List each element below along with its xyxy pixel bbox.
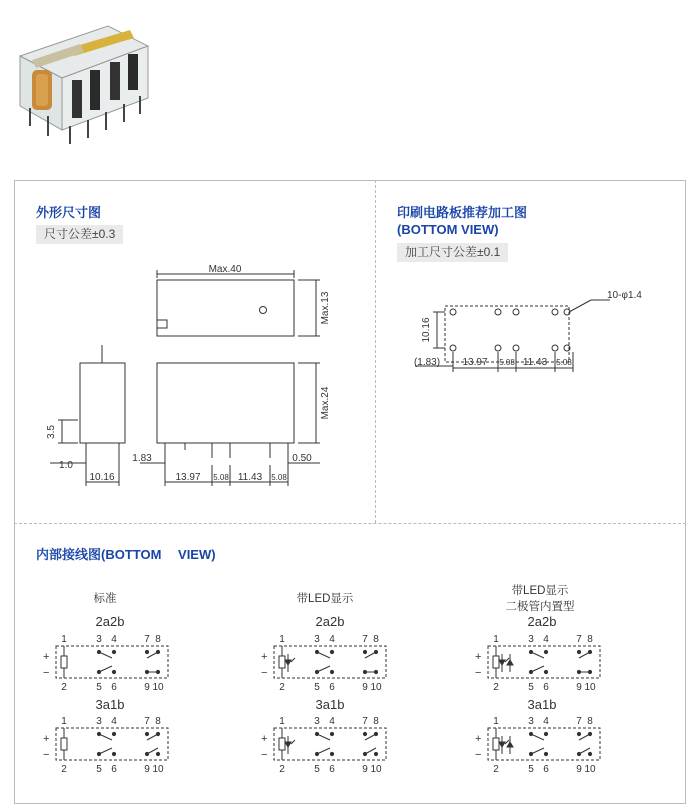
pin-label-top: 1 [61, 716, 67, 727]
pin-label-bottom: 2 [493, 682, 499, 693]
schematic-3a1b-standard [40, 714, 180, 776]
pin-label-bottom: 9 [144, 682, 150, 693]
code-3a1b-diode: 3a1b [527, 697, 557, 712]
pin-label-bottom: 2 [493, 764, 499, 775]
pin-label-top: 4 [543, 716, 549, 727]
pcb-drawing [395, 282, 655, 382]
horizontal-divider [14, 523, 686, 524]
pin-label-top: 4 [111, 716, 117, 727]
pcb-dim-11-43: 11.43 [522, 357, 548, 368]
pin-label-top: 8 [155, 716, 161, 727]
pin-label-bottom: 9 [576, 682, 582, 693]
pin-label-bottom: 6 [543, 764, 549, 775]
pin-label-bottom: 10 [370, 764, 382, 775]
pin-label-top: 3 [314, 634, 320, 645]
pin-label-bottom: 9 [576, 764, 582, 775]
pin-label-top: 8 [587, 634, 593, 645]
schematic-2a2b-diode [472, 632, 612, 694]
pin-label-top: 7 [144, 634, 150, 645]
dim-10-16-side: 10.16 [89, 472, 115, 483]
dim-1-0: 1.0 [59, 460, 73, 471]
relay-photo [10, 8, 160, 148]
pin-label-bottom: 2 [279, 764, 285, 775]
pin-label-top: 8 [373, 716, 379, 727]
schematic-3a1b-led [258, 714, 398, 776]
pin-label-top: 1 [61, 634, 67, 645]
code-3a1b-led: 3a1b [315, 697, 345, 712]
pin-label-bottom: 10 [370, 682, 382, 693]
pin-label-bottom: 5 [314, 764, 320, 775]
pcb-layout-subtitle: (BOTTOM VIEW) [397, 222, 499, 237]
pin-label-bottom: 5 [528, 682, 534, 693]
led-diode-label-line1: 带LED显示 [511, 585, 569, 597]
plus-sign: + [475, 651, 482, 663]
minus-sign: − [261, 749, 268, 761]
dim-max40: Max.40 [208, 264, 242, 275]
pin-label-bottom: 6 [111, 682, 117, 693]
tolerance-badge: 尺寸公差±0.3 [36, 225, 123, 244]
pcb-dim-10-16: 10.16 [421, 317, 432, 343]
plus-sign: + [43, 733, 50, 745]
dim-hole-count: 10-φ1.4 [607, 290, 642, 301]
plus-sign: + [261, 651, 268, 663]
pin-label-bottom: 10 [152, 764, 164, 775]
schematic-3a1b-diode [472, 714, 612, 776]
pin-label-bottom: 10 [584, 682, 596, 693]
pin-label-top: 7 [144, 716, 150, 727]
pcb-tolerance-badge: 加工尺寸公差±0.1 [397, 243, 508, 262]
pin-label-top: 3 [314, 716, 320, 727]
outline-drawing [30, 260, 370, 500]
led-label: 带LED显示 [296, 593, 354, 605]
dim-11-43: 11.43 [237, 472, 263, 483]
pin-label-bottom: 6 [111, 764, 117, 775]
pin-label-bottom: 2 [61, 682, 67, 693]
pin-label-bottom: 10 [152, 682, 164, 693]
pin-label-bottom: 9 [362, 682, 368, 693]
pcb-dim-1-83: (1.83) [413, 357, 441, 368]
standard-label: 标准 [93, 593, 117, 605]
pin-label-bottom: 6 [329, 682, 335, 693]
pcb-dim-13-97: 13.97 [462, 357, 488, 368]
dim-5-08-a: 5.08 [213, 473, 229, 482]
plus-sign: + [475, 733, 482, 745]
pin-label-top: 7 [362, 716, 368, 727]
pin-label-top: 1 [279, 634, 285, 645]
outline-dimensions-title: 外形尺寸图 [36, 205, 102, 220]
pin-label-top: 4 [543, 634, 549, 645]
pin-label-top: 3 [96, 716, 102, 727]
pcb-dim-5-08-b: 5.08 [556, 358, 572, 367]
pin-label-top: 8 [155, 634, 161, 645]
dim-1-83: 1.83 [132, 453, 152, 464]
code-2a2b-std: 2a2b [95, 614, 125, 629]
plus-sign: + [43, 651, 50, 663]
dim-0-50: 0.50 [292, 453, 312, 464]
dim-13-97: 13.97 [175, 472, 201, 483]
minus-sign: − [261, 667, 268, 679]
schematic-2a2b-led [258, 632, 398, 694]
plus-sign: + [261, 733, 268, 745]
pin-label-top: 7 [362, 634, 368, 645]
vertical-divider [375, 180, 376, 523]
minus-sign: − [475, 749, 482, 761]
pin-label-top: 4 [111, 634, 117, 645]
pin-label-bottom: 10 [584, 764, 596, 775]
pin-label-bottom: 5 [528, 764, 534, 775]
pin-label-top: 3 [96, 634, 102, 645]
pin-label-bottom: 9 [144, 764, 150, 775]
pin-label-bottom: 5 [96, 682, 102, 693]
pin-label-top: 4 [329, 634, 335, 645]
schematic-2a2b-standard [40, 632, 180, 694]
pin-label-top: 7 [576, 716, 582, 727]
pin-label-top: 8 [373, 634, 379, 645]
minus-sign: − [43, 749, 50, 761]
dim-5-08-b: 5.08 [271, 473, 287, 482]
pin-label-bottom: 9 [362, 764, 368, 775]
pin-label-top: 8 [587, 716, 593, 727]
pin-label-top: 1 [279, 716, 285, 727]
pin-label-top: 3 [528, 634, 534, 645]
pin-label-top: 3 [528, 716, 534, 727]
code-3a1b-std: 3a1b [95, 697, 125, 712]
pin-label-top: 1 [493, 716, 499, 727]
wiring-diagram-title: 内部接线图(BOTTOM VIEW) [36, 547, 216, 562]
minus-sign: − [475, 667, 482, 679]
pin-label-top: 4 [329, 716, 335, 727]
minus-sign: − [43, 667, 50, 679]
pin-label-bottom: 5 [314, 682, 320, 693]
code-2a2b-led: 2a2b [315, 614, 345, 629]
pcb-dim-5-08-a: 5.08 [499, 358, 515, 367]
pin-label-top: 7 [576, 634, 582, 645]
pin-label-bottom: 2 [61, 764, 67, 775]
led-diode-label-line2: 二极管内置型 [505, 601, 575, 613]
code-2a2b-diode: 2a2b [527, 614, 557, 629]
dim-max13: Max.13 [320, 291, 331, 325]
dim-3-5: 3.5 [46, 425, 57, 439]
pin-label-bottom: 2 [279, 682, 285, 693]
pin-label-bottom: 5 [96, 764, 102, 775]
pin-label-bottom: 6 [543, 682, 549, 693]
dim-max24: Max.24 [320, 386, 331, 420]
pin-label-top: 1 [493, 634, 499, 645]
pcb-layout-title: 印刷电路板推荐加工图 [397, 205, 528, 220]
pin-label-bottom: 6 [329, 764, 335, 775]
